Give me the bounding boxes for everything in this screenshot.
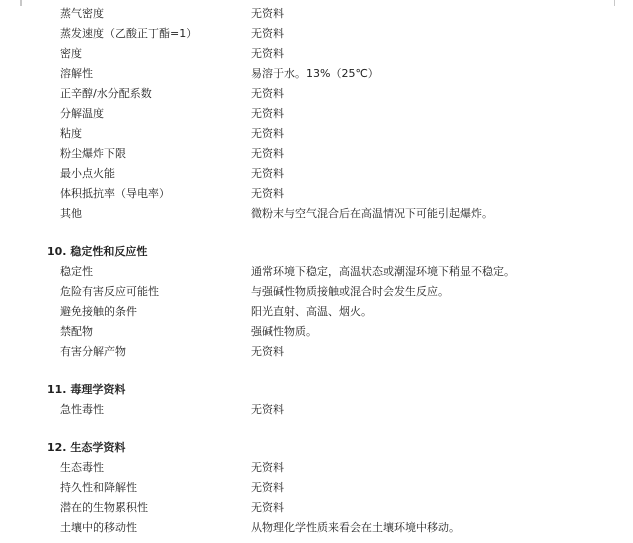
property-value: 无资料	[251, 107, 284, 120]
property-value: 无资料	[251, 127, 284, 140]
property-label: 禁配物	[60, 325, 93, 338]
property-label: 有害分解产物	[60, 345, 126, 358]
property-label: 蒸发速度（乙酸正丁酯=1）	[60, 27, 198, 40]
property-label: 生态毒性	[60, 461, 104, 474]
property-value: 从物理化学性质来看会在土壤环境中移动。	[251, 521, 460, 534]
property-value: 无资料	[251, 345, 284, 358]
property-value: 无资料	[251, 167, 284, 180]
section-heading: 12. 生态学资料	[47, 441, 126, 454]
property-row	[0, 184, 633, 204]
document-body	[0, 4, 633, 538]
property-label: 分解温度	[60, 107, 104, 120]
property-label: 急性毒性	[60, 403, 104, 416]
section-ecology	[0, 438, 633, 538]
property-value: 阳光直射、高温、烟火。	[251, 305, 372, 318]
property-value: 无资料	[251, 187, 284, 200]
property-label: 粉尘爆炸下限	[60, 147, 126, 160]
section-heading: 10. 稳定性和反应性	[47, 245, 148, 258]
property-label: 体积抵抗率（导电率）	[60, 187, 170, 200]
property-row	[0, 164, 633, 184]
property-row	[0, 204, 633, 224]
property-value: 无资料	[251, 147, 284, 160]
property-row	[0, 104, 633, 124]
property-label: 溶解性	[60, 67, 93, 80]
property-row	[0, 498, 633, 518]
property-row	[0, 282, 633, 302]
property-value: 无资料	[251, 27, 284, 40]
property-value: 通常环境下稳定，高温状态或潮湿环境下稍显不稳定。	[251, 265, 515, 278]
property-row	[0, 400, 633, 420]
property-row	[0, 144, 633, 164]
property-label: 粘度	[60, 127, 82, 140]
property-row	[0, 84, 633, 104]
property-value: 易溶于水。13%（25℃）	[251, 67, 379, 80]
property-row	[0, 342, 633, 362]
property-value: 无资料	[251, 403, 284, 416]
property-label: 正辛醇/水分配系数	[60, 87, 152, 100]
property-value: 无资料	[251, 461, 284, 474]
property-label: 其他	[60, 207, 82, 220]
property-value: 强碱性物质。	[251, 325, 317, 338]
property-row	[0, 64, 633, 84]
property-row	[0, 124, 633, 144]
property-value: 无资料	[251, 7, 284, 20]
property-label: 稳定性	[60, 265, 93, 278]
property-row	[0, 322, 633, 342]
section-heading: 11. 毒理学资料	[47, 383, 126, 396]
section-toxicology	[0, 380, 633, 420]
property-label: 持久性和降解性	[60, 481, 137, 494]
property-label: 密度	[60, 47, 82, 60]
property-label: 潜在的生物累积性	[60, 501, 148, 514]
property-value: 无资料	[251, 47, 284, 60]
property-row	[0, 4, 633, 24]
property-row	[0, 458, 633, 478]
property-value: 微粉末与空气混合后在高温情况下可能引起爆炸。	[251, 207, 493, 220]
property-row	[0, 44, 633, 64]
property-value: 无资料	[251, 481, 284, 494]
property-value: 无资料	[251, 87, 284, 100]
property-label: 蒸气密度	[60, 7, 104, 20]
property-row	[0, 478, 633, 498]
property-value: 与强碱性物质接触或混合时会发生反应。	[251, 285, 449, 298]
property-label: 最小点火能	[60, 167, 115, 180]
property-label: 土壤中的移动性	[60, 521, 137, 534]
property-value: 无资料	[251, 501, 284, 514]
property-table	[0, 4, 633, 224]
section-stability-reactivity	[0, 242, 633, 362]
property-label: 危险有害反应可能性	[60, 285, 159, 298]
property-row	[0, 24, 633, 44]
property-row	[0, 262, 633, 282]
property-row	[0, 518, 633, 538]
property-label: 避免接触的条件	[60, 305, 137, 318]
property-row	[0, 302, 633, 322]
